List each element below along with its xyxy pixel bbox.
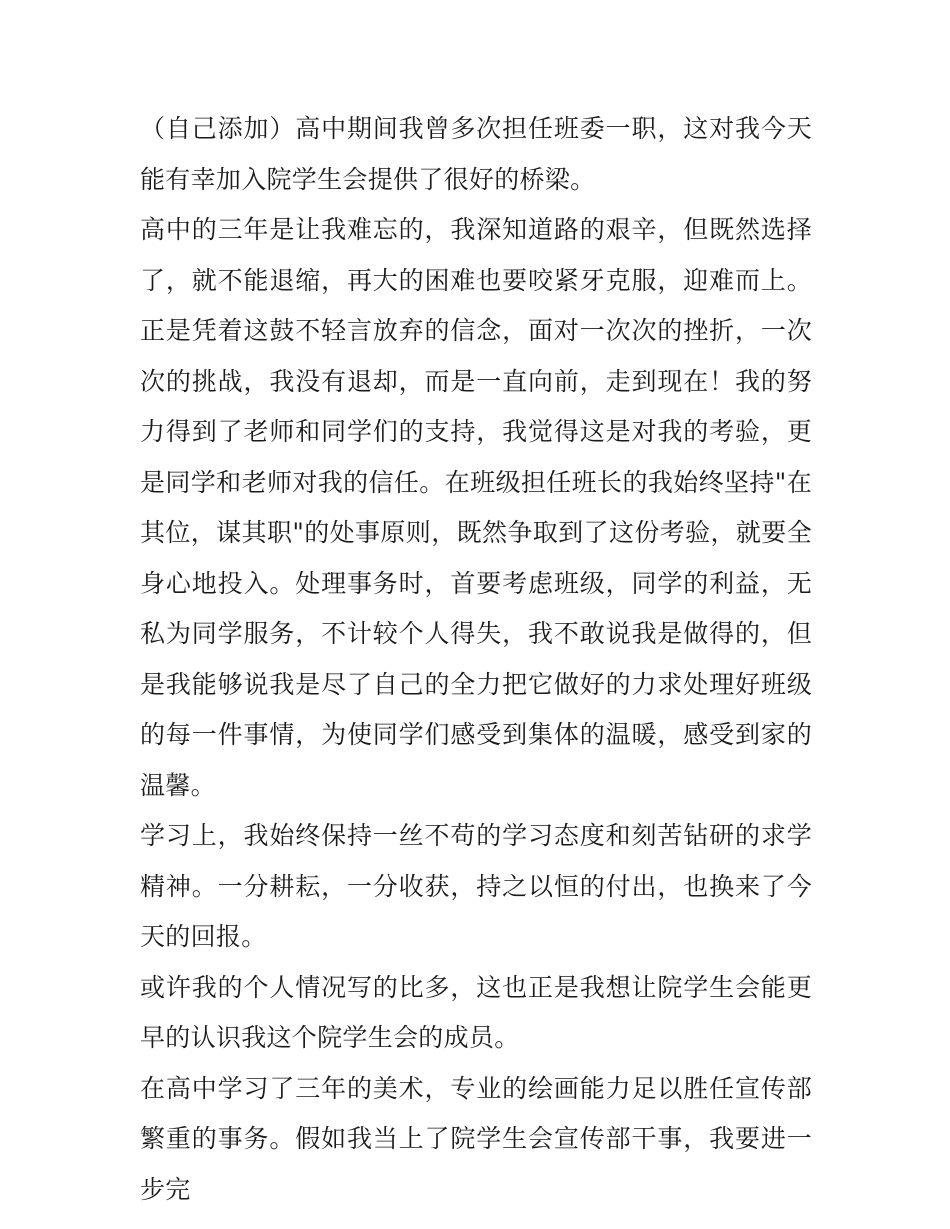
- paragraph-art-skills: 在高中学习了三年的美术，专业的绘画能力足以胜任宣传部繁重的事务。假如我当上了院学生会宣传部干事，我要进一步完: [140, 1073, 812, 1204]
- paragraph-high-school-years: 高中的三年是让我难忘的，我深知道路的艰辛，但既然选择了，就不能退缩，再大的困难也要咬紧牙克服，迎难而上。正是凭着这鼓不轻言放弃的信念，面对一次次的挫折，一次次的挑战，我没有退却，而是一直向前，走到现在！我的努力得到了老师和同学们的支持，我觉得这是对我的考验，更是同学和老师对我的信任。在班级担任班长的我始终坚持"在其位，谋其职"的处事原则，既然争取到了这份考验，就要全身心地投入。处理事务时，首要考虑班级，同学的利益，无私为同学服务，不计较个人得失，我不敢说我是做得的，但是我能够说我是尽了自己的全力把它做好的力求处理好班级的每一件事情，为使同学们感受到集体的温暖，感受到家的温馨。: [140, 215, 812, 800]
- paragraph-class-committee: （自己添加）高中期间我曾多次担任班委一职，这对我今天能有幸加入院学生会提供了很好的桥梁。: [140, 114, 812, 194]
- document-body: [140, 104, 812, 1215]
- paragraph-study-attitude: 学习上，我始终保持一丝不苟的学习态度和刻苦钻研的求学精神。一分耕耘，一分收获，持之以恒的付出，也换来了今天的回报。: [140, 821, 812, 951]
- paragraph-personal-situation: 或许我的个人情况写的比多，这也正是我想让院学生会能更早的认识我这个院学生会的成员。: [140, 972, 812, 1052]
